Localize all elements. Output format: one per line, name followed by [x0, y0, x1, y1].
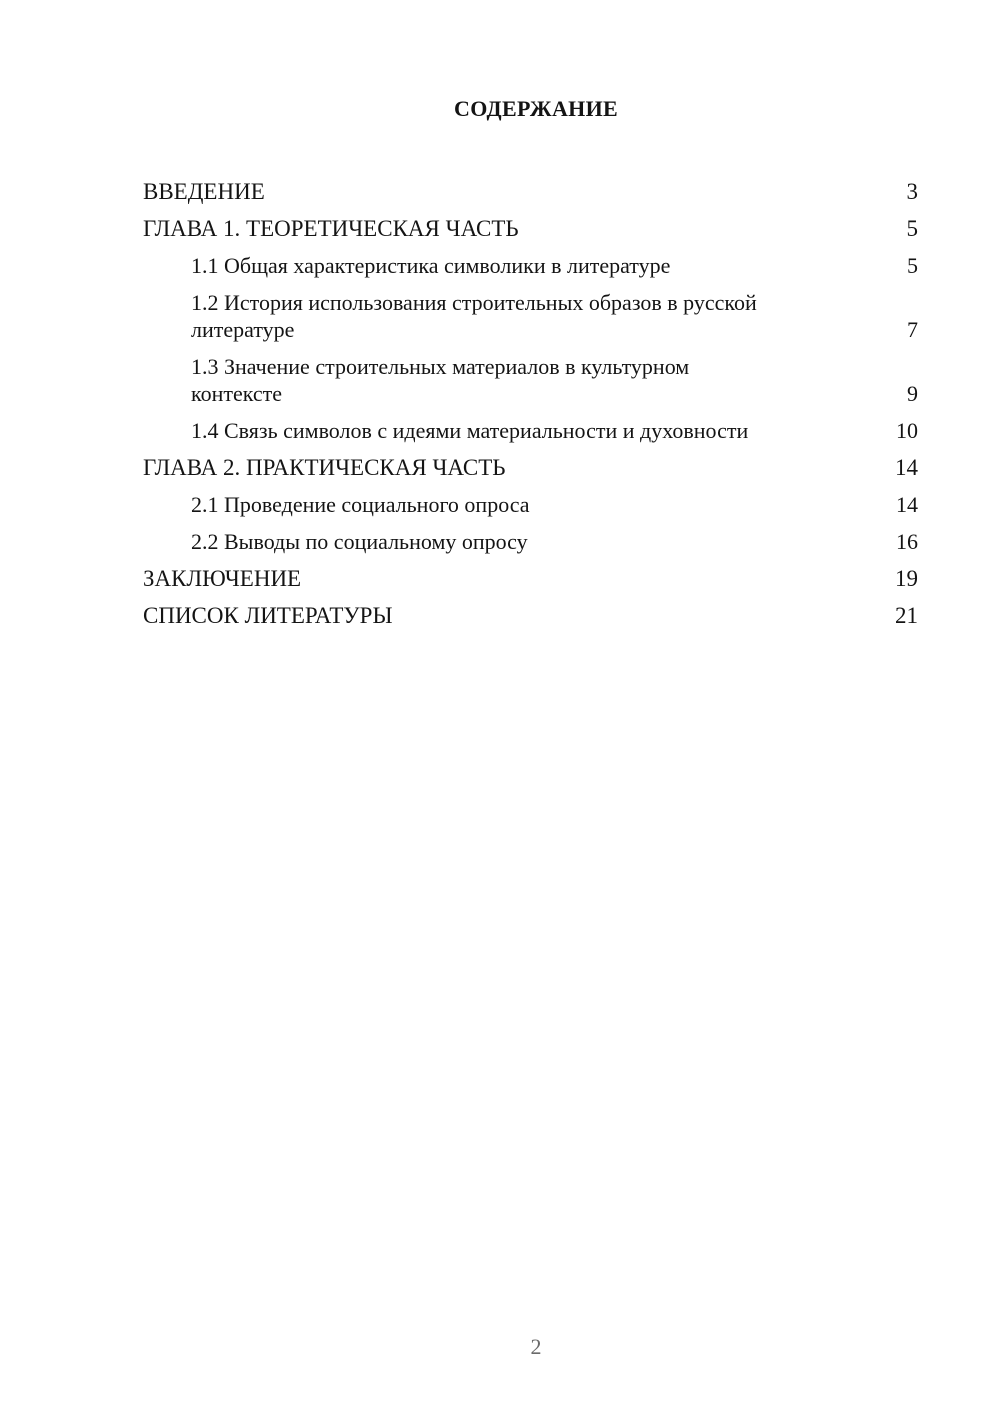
- toc-entry-label: 1.3 Значение строительных материалов в культурном контексте: [191, 354, 690, 406]
- toc-entry-page: 5: [906, 216, 918, 241]
- toc-entry-page: 21: [895, 603, 918, 628]
- toc-entry-page: 14: [896, 492, 918, 517]
- table-of-contents: [143, 168, 918, 629]
- toc-entry-label: 1.2 История использования строительных образов в русской литературе: [191, 290, 757, 342]
- toc-entry-label: 2.1 Проведение социального опроса: [191, 492, 530, 517]
- toc-entry-page: 16: [896, 529, 918, 554]
- toc-entry-chapter-1[interactable]: [143, 205, 918, 242]
- page-number: 2: [530, 1334, 542, 1359]
- toc-entry-section-1-3[interactable]: [143, 343, 918, 407]
- toc-entry-page: 10: [896, 418, 918, 443]
- toc-entry-chapter-2[interactable]: [143, 444, 918, 481]
- toc-entry-introduction[interactable]: [143, 168, 918, 205]
- toc-entry-conclusion[interactable]: [143, 555, 918, 592]
- toc-entry-page: 3: [906, 179, 918, 204]
- toc-entry-section-1-2[interactable]: [143, 279, 918, 343]
- toc-entry-page: 5: [907, 253, 918, 278]
- toc-entry-references[interactable]: [143, 592, 918, 629]
- toc-entry-label: СПИСОК ЛИТЕРАТУРЫ: [143, 603, 393, 628]
- toc-entry-label: ВВЕДЕНИЕ: [143, 179, 265, 204]
- toc-entry-label: ГЛАВА 1. ТЕОРЕТИЧЕСКАЯ ЧАСТЬ: [143, 216, 519, 241]
- toc-entry-label: 2.2 Выводы по социальному опросу: [191, 529, 528, 554]
- toc-entry-label: 1.4 Связь символов с идеями материальности и духовности: [191, 418, 749, 443]
- toc-entry-page: 7: [907, 317, 918, 342]
- toc-entry-page: 19: [895, 566, 918, 591]
- toc-entry-page: 9: [907, 381, 918, 406]
- toc-entry-section-1-1[interactable]: [143, 242, 918, 279]
- toc-entry-section-2-2[interactable]: [143, 518, 918, 555]
- toc-entry-label: ЗАКЛЮЧЕНИЕ: [143, 566, 302, 591]
- toc-entry-page: 14: [895, 455, 918, 480]
- toc-entry-section-1-4[interactable]: [143, 407, 918, 444]
- page-title: СОДЕРЖАНИЕ: [454, 96, 618, 121]
- toc-entry-label: 1.1 Общая характеристика символики в литературе: [191, 253, 671, 278]
- toc-entry-section-2-1[interactable]: [143, 481, 918, 518]
- toc-entry-label: ГЛАВА 2. ПРАКТИЧЕСКАЯ ЧАСТЬ: [143, 455, 506, 480]
